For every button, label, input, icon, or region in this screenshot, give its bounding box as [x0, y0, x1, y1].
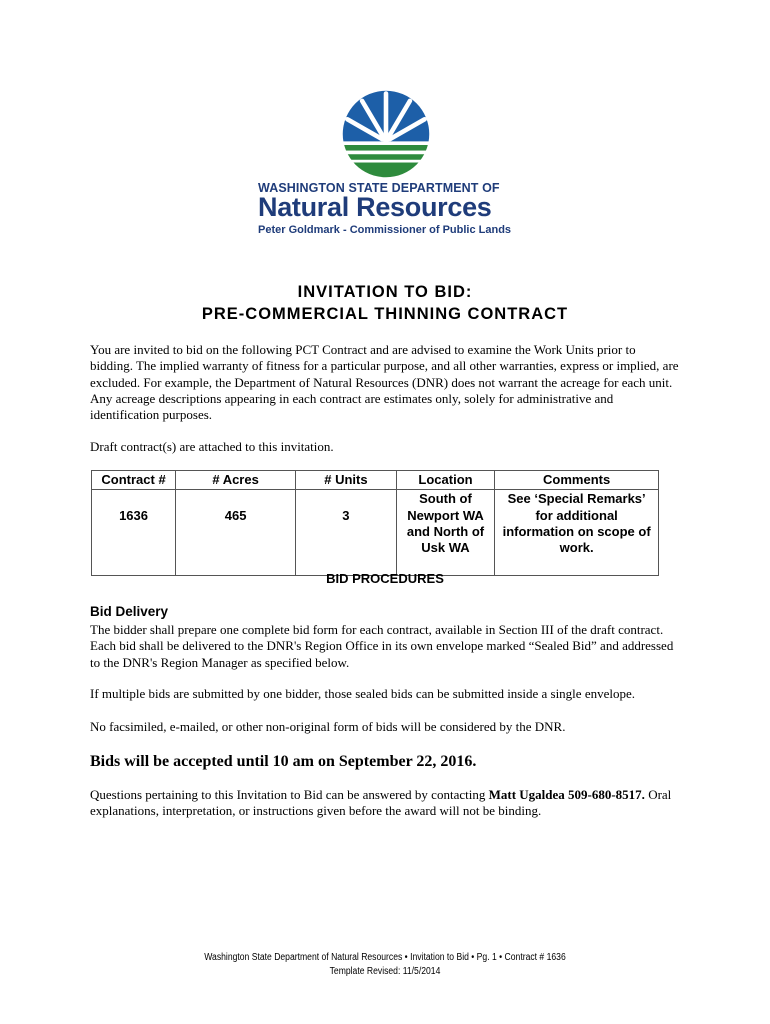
- footer-line2: Template Revised: 11/5/2014: [329, 966, 441, 977]
- header-units: # Units: [296, 471, 397, 490]
- cell-units: 3: [296, 490, 397, 576]
- table-row: [92, 490, 659, 576]
- questions-suffix: Oral explanations, interpretation, or instructions given before the award will not be binding.: [90, 787, 672, 819]
- cell-location: South of Newport WA and North of Usk WA: [396, 490, 495, 576]
- contact-person: Matt Ugaldea 509-680-8517.: [488, 787, 645, 802]
- header-location: Location: [396, 471, 495, 490]
- document-title-line2: PRE-COMMERCIAL THINNING CONTRACT: [201, 305, 569, 323]
- bid-deadline: Bids will be accepted until 10 am on September 22, 2016.: [90, 753, 477, 770]
- contract-table: [91, 470, 659, 576]
- cell-acres: 465: [176, 490, 296, 576]
- document-title-line1: INVITATION TO BID:: [297, 283, 473, 301]
- bid-procedures-heading: BID PROCEDURES: [326, 571, 444, 586]
- draft-note: Draft contract(s) are attached to this invitation.: [90, 439, 334, 454]
- org-name-line1: WASHINGTON STATE DEPARTMENT OF: [258, 181, 500, 195]
- cell-contract: 1636: [92, 490, 176, 576]
- header-acres: # Acres: [176, 471, 296, 490]
- questions-paragraph: [90, 787, 680, 820]
- no-fax-paragraph: No facsimiled, e-mailed, or other non-original form of bids will be considered by the DNR.: [90, 719, 566, 734]
- footer-line1: Washington State Department of Natural Resources • Invitation to Bid • Pg. 1 • Contract # 1636: [204, 952, 566, 963]
- org-commissioner-line: Peter Goldmark - Commissioner of Public Lands: [258, 224, 512, 236]
- intro-paragraph: You are invited to bid on the following PCT Contract and are advised to examine the Work Units prior to bidding. The implied warranty of fitness for a particular purpose, and all other warranties, express or implied, are excluded. For example, the Department of Natural Resources (DNR) does not warrant the acreage for each unit. Any acreage descriptions appearing in each contract are estimates only, solely for administrative and identification purposes.: [90, 342, 679, 423]
- bid-delivery-paragraph: The bidder shall prepare one complete bid form for each contract, available in Section III of the draft contract. Each bid shall be delivered to the DNR's Region Office in its own envelope marked “Sealed Bid” and addressed to the DNR's Region Manager as specified below.: [90, 622, 674, 670]
- questions-prefix: Questions pertaining to this Invitation to Bid can be answered by contacting: [90, 787, 489, 802]
- org-name-line2: Natural Resources: [258, 192, 492, 222]
- header-comments: Comments: [495, 471, 659, 490]
- cell-comments: See ‘Special Remarks’ for additional information on scope of work.: [495, 490, 659, 576]
- dnr-tree-emblem-icon: [340, 88, 432, 180]
- multiple-bids-paragraph: If multiple bids are submitted by one bidder, those sealed bids can be submitted inside a single envelope.: [90, 686, 635, 701]
- bid-delivery-heading: Bid Delivery: [90, 604, 169, 619]
- header-contract: Contract #: [92, 471, 176, 490]
- table-header-row: [92, 471, 659, 490]
